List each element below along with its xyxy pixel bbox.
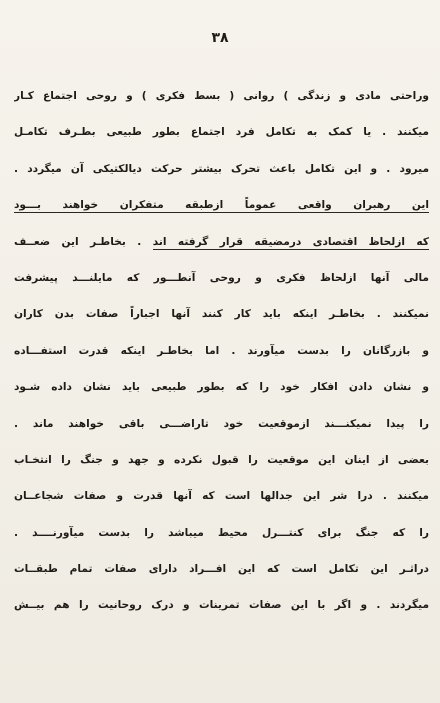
text-line: میکنند . درا شر این جدالها است که آنها قدرت و صفات شجاعــان: [14, 490, 429, 503]
text-line: بعضی از اینان این موقعیت را قبول نکرده و جهد و جنگ را انتخـاب: [14, 453, 429, 466]
text-line: مالی آنها ازلحاظ فکری و روحی آنطـــور که مایلنـــد پیشرفت: [14, 271, 429, 284]
text-line-underlined: [14, 195, 429, 231]
text-line: میکنند . یا کمک به تکامل فرد اجتماع بطور طبیعی بطـرف تکامـل: [14, 126, 429, 139]
text-line: را که جنگ برای کنتـــرل محیط میباشد را بدست میآورنــــد .: [14, 526, 429, 539]
text-line: میرود . و این تکامل باعث تحرک بیشتر حرکت دیالکتیکی آن میگردد .: [14, 162, 429, 175]
body-text: [14, 86, 429, 632]
underlined-phrase: این رهبران واقعی عموماً ازطبقه متفکران خواهند بـــود: [14, 199, 429, 212]
page-number: ۳۸: [211, 30, 229, 46]
underlined-phrase: که ازلحاظ اقتصادی درمضیقه قرار گرفته اند: [152, 235, 429, 248]
text-line: وراحتی مادی و زندگی ) روانی ( بسط فکری ) و روحی اجتماع کـار: [14, 90, 429, 102]
text-line: را پیدا نمیکنـــند ازموقعیت خود تاراضـــی باقی خواهند ماند .: [14, 417, 429, 430]
text-line: میگردند . و اگر با این صفات تمرینات و درک روحانیت را هم بیــش: [14, 599, 429, 612]
text-line: و نشان دادن افکار خود را که بطور طبیعی باید نشان داده شـود: [14, 381, 429, 394]
text-line-partially-underlined: [14, 232, 429, 268]
line-remainder: . بخاطـر این ضعــف: [14, 235, 153, 248]
text-line: و بازرگانان را بدست میآورند . اما بخاطـر اینکه قدرت استفـــاده: [14, 344, 429, 357]
text-line: دراثـر این تکامل است که این افـــراد دارای صفات تمام طبقــات: [14, 563, 429, 576]
text-line: نمیکنند . بخاطـر اینکه باید کار کنند آنها اجباراً صفات بدن کاران: [14, 308, 429, 321]
